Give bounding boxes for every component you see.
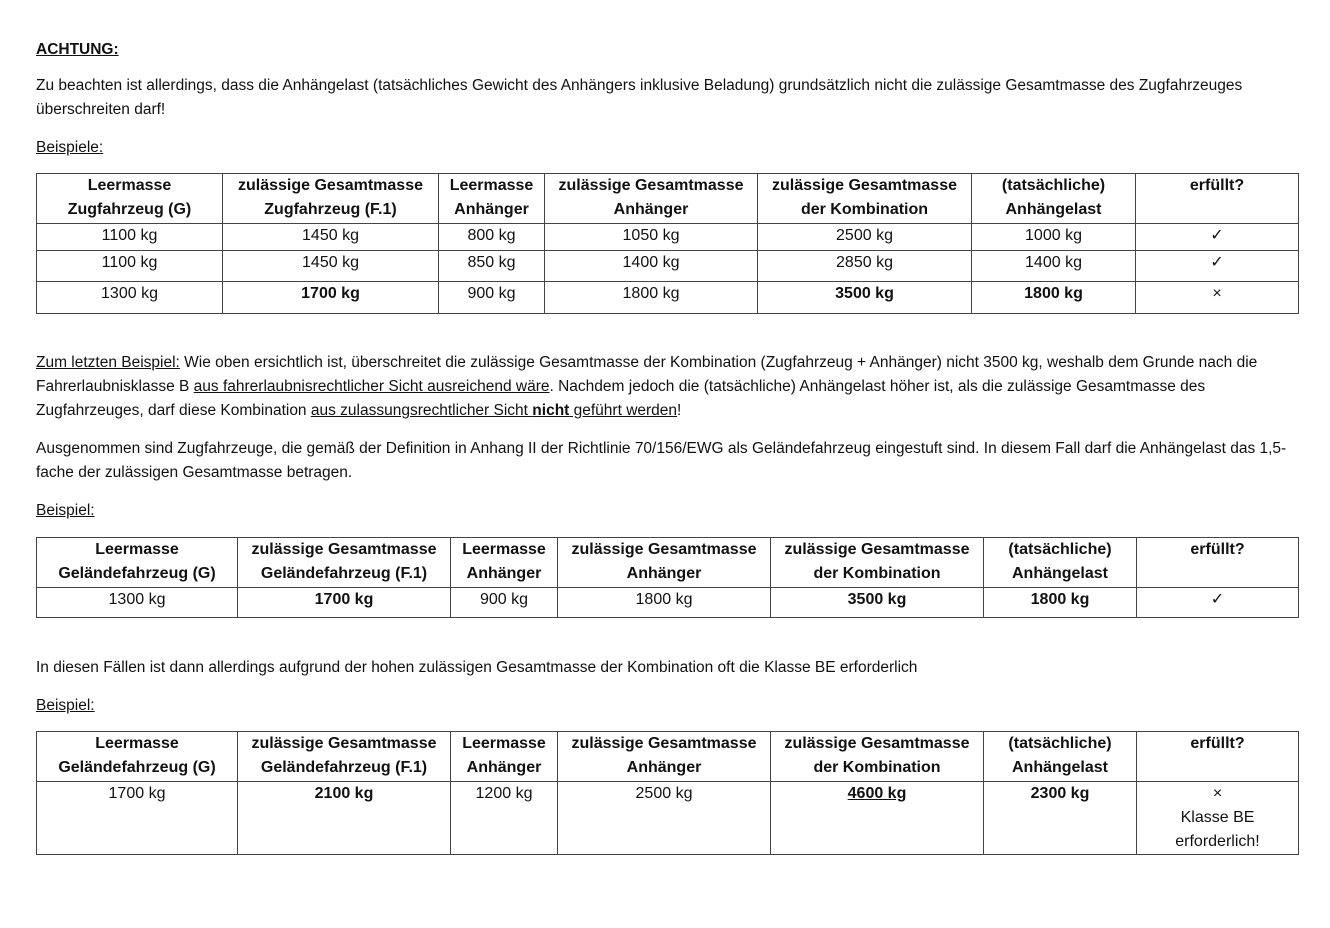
table-cell: 1100 kg (37, 224, 223, 251)
table-cell: 2300 kg (984, 782, 1137, 855)
checkmark-icon: ✓ (1136, 251, 1299, 282)
table-cell: 1700 kg (238, 588, 451, 618)
underlined-phrase: geführt werden (569, 402, 678, 419)
table-header-row (37, 538, 1299, 588)
table-header-row (37, 174, 1299, 224)
table-cell: 1700 kg (37, 782, 238, 855)
table-cell: 4600 kg (771, 782, 984, 855)
last-example-text: Wie oben ersichtlich ist, überschreitet die zulässige Gesamtmasse der Kombination (Zugfahrzeug + Anhänger) nicht 3500 kg, weshalb dem Grunde nach die Fahrerlaubnisklasse B (36, 354, 1258, 395)
table-cell: 1800 kg (558, 588, 771, 618)
header-cell: (tatsächliche) Anhängelast (972, 174, 1136, 224)
header-cell: zulässige Gesamtmasse Zugfahrzeug (F.1) (223, 174, 439, 224)
header-cell: zulässige Gesamtmasse Anhänger (558, 732, 771, 782)
table-cell: 1200 kg (451, 782, 558, 855)
fail-note: Klasse BE (1180, 809, 1255, 826)
examples-table-1 (36, 173, 1299, 314)
table-cell: 1800 kg (545, 282, 758, 314)
table-cell: 2500 kg (558, 782, 771, 855)
header-cell: zulässige Gesamtmasse Geländefahrzeug (F.1) (238, 732, 451, 782)
table-row (37, 588, 1299, 618)
header-cell: (tatsächliche) Anhängelast (984, 538, 1137, 588)
header-cell: erfüllt? (1136, 174, 1299, 224)
table-cell: 1450 kg (223, 224, 439, 251)
underlined-bold-word: nicht (532, 402, 570, 419)
table-row (37, 282, 1299, 314)
header-cell: Leermasse Anhänger (439, 174, 545, 224)
last-example-label: Zum letzten Beispiel: (36, 354, 180, 371)
table-cell: 900 kg (451, 588, 558, 618)
cross-icon: × (1136, 282, 1299, 314)
table-row (37, 251, 1299, 282)
warning-heading: ACHTUNG: (36, 41, 119, 58)
last-example-paragraph (36, 351, 1298, 423)
header-cell: Leermasse Geländefahrzeug (G) (37, 538, 238, 588)
table-cell: 2850 kg (758, 251, 972, 282)
header-cell: Leermasse Zugfahrzeug (G) (37, 174, 223, 224)
table-row (37, 224, 1299, 251)
example-label-3: Beispiel: (36, 697, 95, 714)
table-cell: 1400 kg (545, 251, 758, 282)
header-cell: Leermasse Anhänger (451, 538, 558, 588)
exception-paragraph: Ausgenommen sind Zugfahrzeuge, die gemäß der Definition in Anhang II der Richtlinie 70/156/EWG als Geländefahrzeug eingestuft sind. In diesem Fall darf die Anhängelast das 1,5-fache der zulässigen Gesamtmasse betragen. (36, 440, 1287, 481)
table-cell: 1050 kg (545, 224, 758, 251)
table-cell: 1700 kg (223, 282, 439, 314)
examples-table-3 (36, 731, 1299, 855)
checkmark-icon: ✓ (1136, 224, 1299, 251)
table-cell: 1800 kg (972, 282, 1136, 314)
header-cell: zulässige Gesamtmasse der Kombination (771, 732, 984, 782)
table-cell: 1300 kg (37, 588, 238, 618)
table-cell: 800 kg (439, 224, 545, 251)
fail-note: erforderlich! (1175, 833, 1260, 850)
header-cell: erfüllt? (1137, 732, 1299, 782)
examples-label: Beispiele: (36, 139, 104, 156)
table-cell: 1300 kg (37, 282, 223, 314)
table-cell: 1450 kg (223, 251, 439, 282)
underlined-phrase: aus fahrerlaubnisrechtlicher Sicht ausreichend wäre (193, 378, 550, 395)
cross-icon: × (1212, 785, 1223, 802)
table-cell: 900 kg (439, 282, 545, 314)
table-header-row (37, 732, 1299, 782)
header-cell: zulässige Gesamtmasse der Kombination (771, 538, 984, 588)
header-cell: Leermasse Anhänger (451, 732, 558, 782)
header-cell: Leermasse Geländefahrzeug (G) (37, 732, 238, 782)
table-cell: 3500 kg (758, 282, 972, 314)
header-cell: zulässige Gesamtmasse Geländefahrzeug (F.1) (238, 538, 451, 588)
header-cell: zulässige Gesamtmasse der Kombination (758, 174, 972, 224)
table-cell: 1400 kg (972, 251, 1136, 282)
table-cell: 1100 kg (37, 251, 223, 282)
table-cell: 2500 kg (758, 224, 972, 251)
last-example-text: ! (677, 402, 682, 419)
header-cell: zulässige Gesamtmasse Anhänger (545, 174, 758, 224)
last-example-text: . Nachdem jedoch die (tatsächliche) Anhängelast höher ist, als die zulässige Gesamtmasse des Zugfahrzeuges, darf diese Kombination (36, 378, 1206, 419)
example-label-2: Beispiel: (36, 502, 95, 519)
table-cell: 3500 kg (771, 588, 984, 618)
be-note-paragraph: In diesen Fällen ist dann allerdings aufgrund der hohen zulässigen Gesamtmasse der Kombination oft die Klasse BE erforderlich (36, 659, 918, 676)
table-cell: 1800 kg (984, 588, 1137, 618)
table-row (37, 782, 1299, 855)
table-cell: 2100 kg (238, 782, 451, 855)
header-cell: erfüllt? (1137, 538, 1299, 588)
intro-paragraph: Zu beachten ist allerdings, dass die Anhängelast (tatsächliches Gewicht des Anhängers inklusive Beladung) grundsätzlich nicht die zulässige Gesamtmasse des Zugfahrzeuges überschreiten darf! (36, 77, 1243, 118)
table-cell: 1000 kg (972, 224, 1136, 251)
table-cell: 850 kg (439, 251, 545, 282)
examples-table-2 (36, 537, 1299, 618)
header-cell: zulässige Gesamtmasse Anhänger (558, 538, 771, 588)
fulfilled-cell (1137, 782, 1299, 855)
underlined-phrase: aus zulassungsrechtlicher Sicht (310, 402, 533, 419)
checkmark-icon: ✓ (1137, 588, 1299, 618)
header-cell: (tatsächliche) Anhängelast (984, 732, 1137, 782)
